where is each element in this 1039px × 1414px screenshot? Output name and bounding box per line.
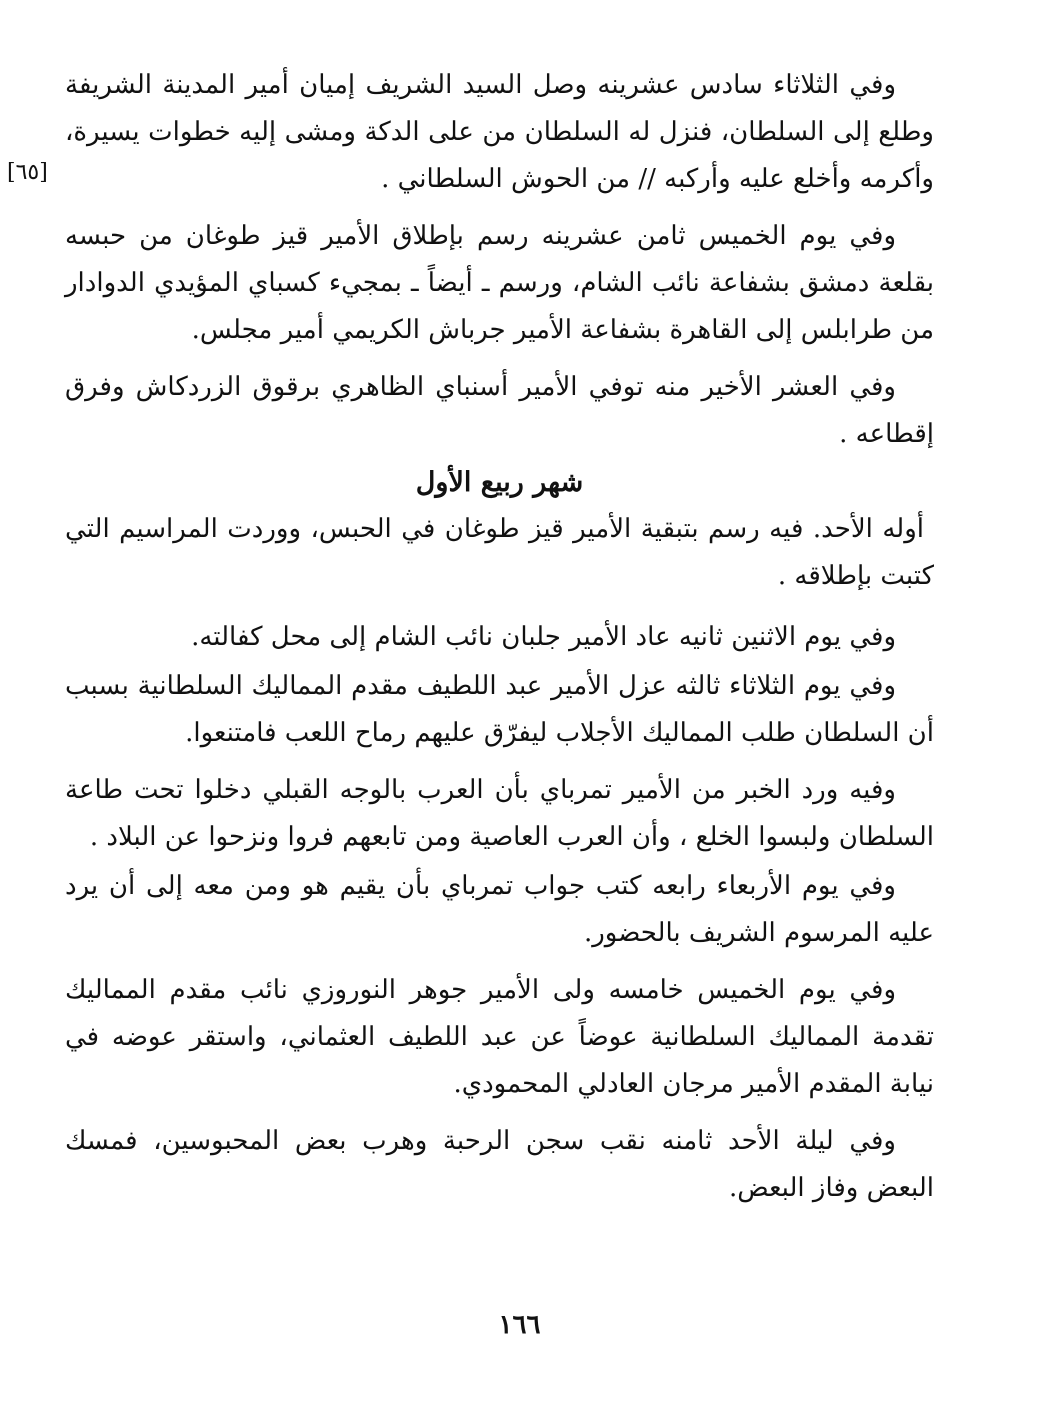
- marginal-page-reference: [٦٥]: [7, 160, 48, 185]
- paragraph-1: وفي الثلاثاء سادس عشرينه وصل السيد الشريف إميان أمير المدينة الشريفة وطلع إلى السلطان، فنزل له السلطان من على الدكة ومشى إليه خطوات يسيرة، وأكرمه وأخلع عليه وأركبه // من الحوش السلطاني .: [65, 70, 934, 194]
- paragraph-7: وفيه ورد الخبر من الأمير تمرباي بأن العرب بالوجه القبلي دخلوا تحت طاعة السلطان ولبسوا الخلع ، وأن العرب العاصية ومن تابعهم فروا ونزحوا عن البلاد .: [65, 775, 934, 852]
- paragraph-10: وفي ليلة الأحد ثامنه نقب سجن الرحبة وهرب بعض المحبوسين، فمسك البعض وفاز البعض.: [65, 1126, 934, 1203]
- body-text: [7, 62, 934, 1212]
- paragraph-2: وفي يوم الخميس ثامن عشرينه رسم بإطلاق الأمير قيز طوغان من حبسه بقلعة دمشق بشفاعة نائب الشام، ورسم ـ أيضاً ـ بمجيء كسباي المؤيدي الدوادار من طرابلس إلى القاهرة بشفاعة الأمير جرباش الكريمي أمير مجلس.: [65, 221, 934, 345]
- paragraph-6: وفي يوم الثلاثاء ثالثه عزل الأمير عبد اللطيف مقدم المماليك السلطانية بسبب أن السلطان طلب المماليك الأجلاب ليفرّق عليهم رماح اللعب فامتنعوا.: [65, 671, 934, 748]
- paragraph-8: وفي يوم الأربعاء رابعه كتب جواب تمرباي بأن يقيم هو ومن معه إلى أن يرد عليه المرسوم الشريف بالحضور.: [65, 871, 934, 948]
- paragraph-4: أوله الأحد. فيه رسم بتبقية الأمير قيز طوغان في الحبس، ووردت المراسيم التي كتبت بإطلاقه .: [65, 514, 934, 591]
- page-number: ١٦٦: [498, 1310, 541, 1340]
- paragraph-5: وفي يوم الاثنين ثانيه عاد الأمير جلبان نائب الشام إلى محل كفالته.: [191, 622, 896, 652]
- paragraph-9: وفي يوم الخميس خامسه ولى الأمير جوهر النوروزي نائب مقدم المماليك تقدمة المماليك السلطانية عوضاً عن عبد اللطيف العثماني، واستقر عوضه في نيابة المقدم الأمير مرجان العادلي المحمودي.: [65, 975, 934, 1099]
- paragraph-3: وفي العشر الأخير منه توفي الأمير أسنباي الظاهري برقوق الزردكاش وفرق إقطاعه .: [65, 372, 934, 449]
- section-heading: شهر ربيع الأول: [415, 467, 584, 498]
